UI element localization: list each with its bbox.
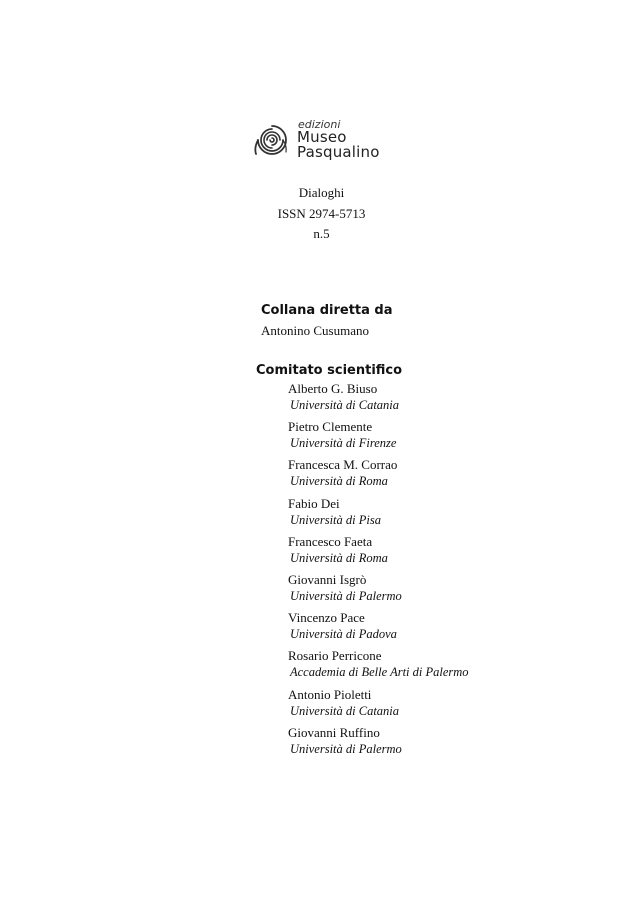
series-info [0,183,643,245]
member-affiliation: Università di Roma [290,474,388,489]
publisher-label-small: edizioni [298,118,341,131]
member-name: Giovanni Ruffino [288,724,380,740]
direction-heading: Collana diretta da [261,303,393,318]
committee-member [288,457,618,495]
member-name: Francesco Faeta [288,533,373,549]
member-name: Fabio Dei [288,495,340,511]
member-name: Pietro Clemente [288,419,373,435]
member-affiliation: Università di Palermo [290,741,402,756]
member-affiliation: Università di Firenze [290,436,397,451]
committee-member [288,381,618,419]
member-name: Francesca M. Corrao [288,457,398,473]
member-affiliation: Università di Padova [290,627,397,642]
publisher-name-line-1: Museo [297,128,347,146]
series-number: n.5 [313,226,330,241]
member-name: Antonio Pioletti [288,686,372,702]
series-name: Dialoghi [298,185,345,200]
committee-member [288,496,618,534]
committee-list [288,381,618,763]
committee-member [288,610,618,648]
committee-member [288,725,618,763]
committee-member [288,687,618,725]
committee-member [288,534,618,572]
member-affiliation: Accademia di Belle Arti di Palermo [290,665,469,680]
spiral-logo-icon [252,120,292,160]
series-issn: ISSN 2974-5713 [277,205,366,221]
committee-heading: Comitato scientifico [256,363,403,378]
committee-member [288,419,618,457]
member-affiliation: Università di Pisa [290,512,381,527]
committee-member [288,572,618,610]
member-affiliation: Università di Catania [290,703,400,718]
member-name: Giovanni Isgrò [288,571,367,587]
publisher-logo [252,118,392,162]
committee-member [288,648,618,686]
member-name: Rosario Perricone [288,648,382,664]
member-affiliation: Università di Palermo [290,588,402,603]
publisher-name-line-2: Pasqualino [297,143,380,161]
member-affiliation: Università di Roma [290,550,388,565]
member-name: Vincenzo Pace [288,610,365,626]
director-name: Antonino Cusumano [261,323,369,338]
member-name: Alberto G. Biuso [288,381,378,396]
member-affiliation: Università di Catania [290,398,400,412]
